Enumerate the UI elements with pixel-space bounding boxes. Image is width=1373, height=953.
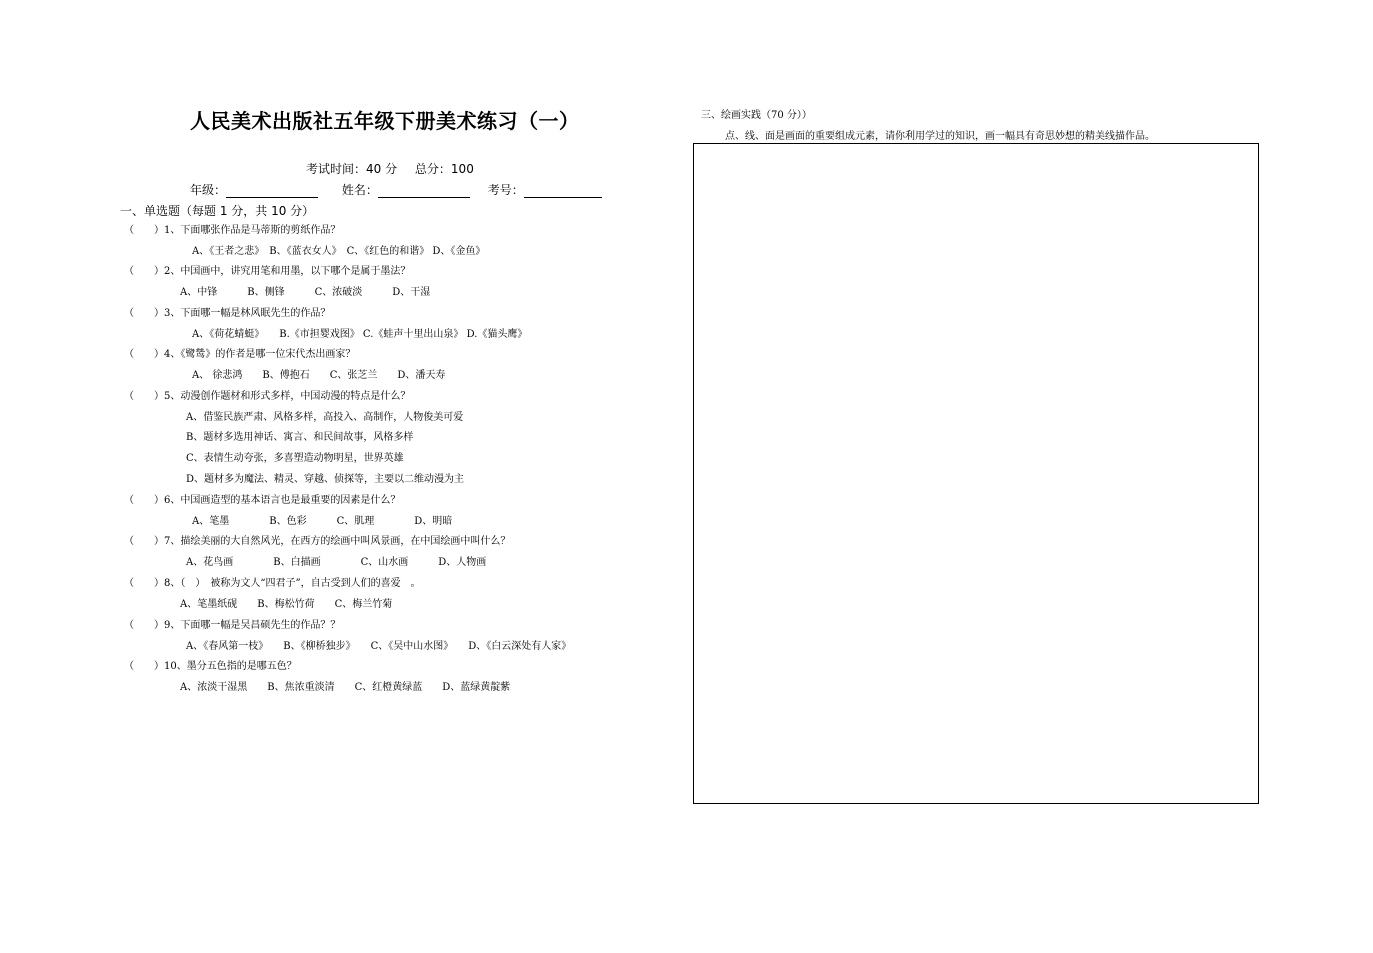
question-10-options: A、浓淡干湿黑 B、焦浓重淡清 C、红橙黄绿蓝 D、蓝绿黄靛紫: [180, 682, 511, 693]
question-2: （ ）2、中国画中，讲究用笔和用墨，以下哪个是属于墨法？: [124, 266, 411, 277]
question-3: （ ）3、下面哪一幅是林风眠先生的作品？: [124, 308, 331, 319]
question-1-options: A、《王者之悲》 B、《蓝衣女人》 C、《红色的和谐》 D、《金鱼》: [192, 246, 486, 257]
question-1: （ ）1、下面哪张作品是马蒂斯的剪纸作品？: [124, 225, 341, 236]
question-8: （ ）8、（ ） 被称为文人“四君子”，自古受到人们的喜爱 。: [124, 578, 421, 589]
student-info-row: [190, 181, 602, 198]
exam-meta: [306, 160, 474, 177]
question-7-options: A、花鸟画 B、白描画 C、山水画 D、人物画: [186, 557, 487, 568]
question-4: （ ）4、《鹭鸶》的作者是哪一位宋代杰出画家？: [124, 349, 356, 360]
question-5: （ ）5、动漫创作题材和形式多样，中国动漫的特点是什么？: [124, 391, 411, 402]
question-9: （ ）9、下面哪一幅是吴昌硕先生的作品？？: [124, 620, 341, 631]
id-blank: [524, 183, 602, 198]
exam-time: 考试时间：40 分: [306, 162, 398, 176]
name-label: 姓名：: [341, 183, 378, 197]
section-3-description: 点、线、面是画面的重要组成元素，请你利用学过的知识，画一幅具有奇思妙想的精美线描作品。: [725, 131, 1155, 142]
grade-label: 年级：: [190, 183, 227, 197]
grade-blank: [226, 183, 318, 198]
question-5-option-b: B、题材多选用神话、寓言、和民间故事，风格多样: [186, 432, 414, 443]
exam-total-score: 总分：100: [414, 162, 474, 176]
question-3-options: A、《荷花蜻蜓》 B.《市担婴戏图》 C.《蛙声十里出山泉》 D.《猫头鹰》: [192, 329, 528, 340]
question-5-option-c: C、表情生动夸张，多喜塑造动物明星，世界英雄: [186, 453, 404, 464]
question-10: （ ）10、墨分五色指的是哪五色？: [124, 661, 297, 672]
id-label: 考号：: [487, 183, 524, 197]
name-blank: [378, 183, 470, 198]
question-2-options: A、中锋 B、侧锋 C、浓破淡 D、干湿: [180, 287, 431, 298]
question-6: （ ）6、中国画造型的基本语言也是最重要的因素是什么？: [124, 495, 401, 506]
question-7: （ ）7、描绘美丽的大自然风光，在西方的绘画中叫风景画，在中国绘画中叫什么？: [124, 536, 511, 547]
question-4-options: A、 徐悲鸿 B、傅抱石 C、张芝兰 D、潘天寿: [192, 370, 446, 381]
question-5-option-a: A、借鉴民族严肃、风格多样，高投入、高制作，人物俊美可爱: [186, 412, 464, 423]
question-6-options: A、笔墨 B、色彩 C、肌理 D、明暗: [192, 516, 453, 527]
drawing-area[interactable]: [693, 143, 1259, 804]
section-3-heading: 三、绘画实践（70 分））: [701, 110, 812, 121]
question-9-options: A、《春风第一枝》 B、《柳桥独步》 C、《吴中山水图》 D、《白云深处有人家》: [186, 641, 572, 652]
question-5-option-d: D、题材多为魔法、精灵、穿越、侦探等，主要以二维动漫为主: [186, 474, 465, 485]
question-8-options: A、笔墨纸砚 B、梅松竹荷 C、梅兰竹菊: [180, 599, 393, 610]
section-1-heading: 一、单选题（每题 1 分，共 10 分）: [120, 204, 315, 218]
page-title: 人民美术出版社五年级下册美术练习（一）: [190, 109, 580, 133]
